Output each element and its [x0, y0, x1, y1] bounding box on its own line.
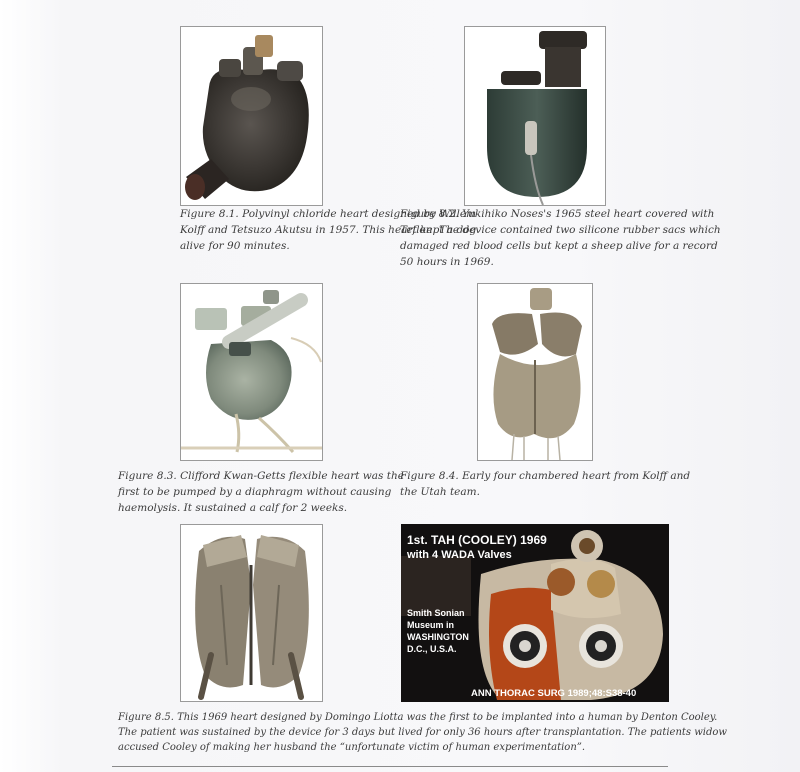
- figure-8-5-caption: [118, 710, 727, 755]
- figure-8-1-caption: [180, 206, 477, 254]
- caption-line: alive for 90 minutes.: [180, 240, 290, 252]
- figure-8-3-photo: [180, 283, 323, 461]
- overlay-title-line-1: 1st. TAH (COOLEY) 1969: [407, 533, 547, 547]
- figure-8-5-photo: [180, 524, 323, 702]
- pvc-heart-image: [181, 27, 322, 205]
- caption-line: Teflon. The device contained two silicone rubber sacs which: [400, 224, 721, 236]
- caption-line: the Utah team.: [400, 486, 480, 498]
- figure-8-4-photo: [477, 283, 593, 461]
- liotta-heart-image: [181, 525, 322, 701]
- caption-line: The patient was sustained by the device for 3 days but lived for only 36 hours after transplantation. The patients widow: [118, 727, 727, 738]
- four-chamber-heart-image: [478, 284, 592, 460]
- overlay-museum-line-1: Smith Sonian: [407, 608, 465, 618]
- figure-8-3-caption: [118, 468, 404, 516]
- cooley-tah-image: [401, 524, 669, 702]
- caption-line: Kolff and Tetsuzo Akutsu in 1957. This heart kept a dog: [180, 224, 477, 236]
- figure-8-4-caption: [400, 468, 691, 500]
- figure-8-2-caption: [400, 206, 721, 270]
- overlay-museum-line-4: D.C., U.S.A.: [407, 644, 457, 654]
- caption-line: Figure 8.4. Early four chambered heart from Kolff and: [400, 470, 691, 482]
- caption-line: Figure 8.1. Polyvinyl chloride heart designed by Willem: [180, 208, 477, 220]
- caption-line: accused Cooley of making her husband the “unfortunate victim of human experimentation”.: [118, 742, 586, 753]
- overlay-museum-line-3: WASHINGTON: [407, 632, 469, 642]
- overlay-museum-line-2: Museum in: [407, 620, 455, 630]
- figure-8-1-photo: [180, 26, 323, 206]
- bottom-rule: [112, 766, 668, 767]
- figure-8-2-photo: [464, 26, 606, 206]
- caption-line: Figure 8.5. This 1969 heart designed by Domingo Liotta was the first to be implanted into a human by Denton Cooley.: [118, 712, 718, 723]
- caption-line: damaged red blood cells but kept a sheep alive for a record: [400, 240, 718, 252]
- caption-line: Figure 8.2. Yukihiko Noses's 1965 steel heart covered with: [400, 208, 715, 220]
- caption-line: haemolysis. It sustained a calf for 2 weeks.: [118, 502, 348, 514]
- steel-heart-image: [465, 27, 605, 205]
- flexible-heart-image: [181, 284, 322, 460]
- overlay-citation: ANN THORAC SURG 1989;48:S38-40: [471, 688, 637, 699]
- cooley-tah-photo: [401, 524, 669, 702]
- overlay-title-line-2: with 4 WADA Valves: [407, 549, 512, 561]
- caption-line: first to be pumped by a diaphragm without causing: [118, 486, 392, 498]
- caption-line: 50 hours in 1969.: [400, 256, 494, 268]
- caption-line: Figure 8.3. Clifford Kwan-Getts flexible heart was the: [118, 470, 404, 482]
